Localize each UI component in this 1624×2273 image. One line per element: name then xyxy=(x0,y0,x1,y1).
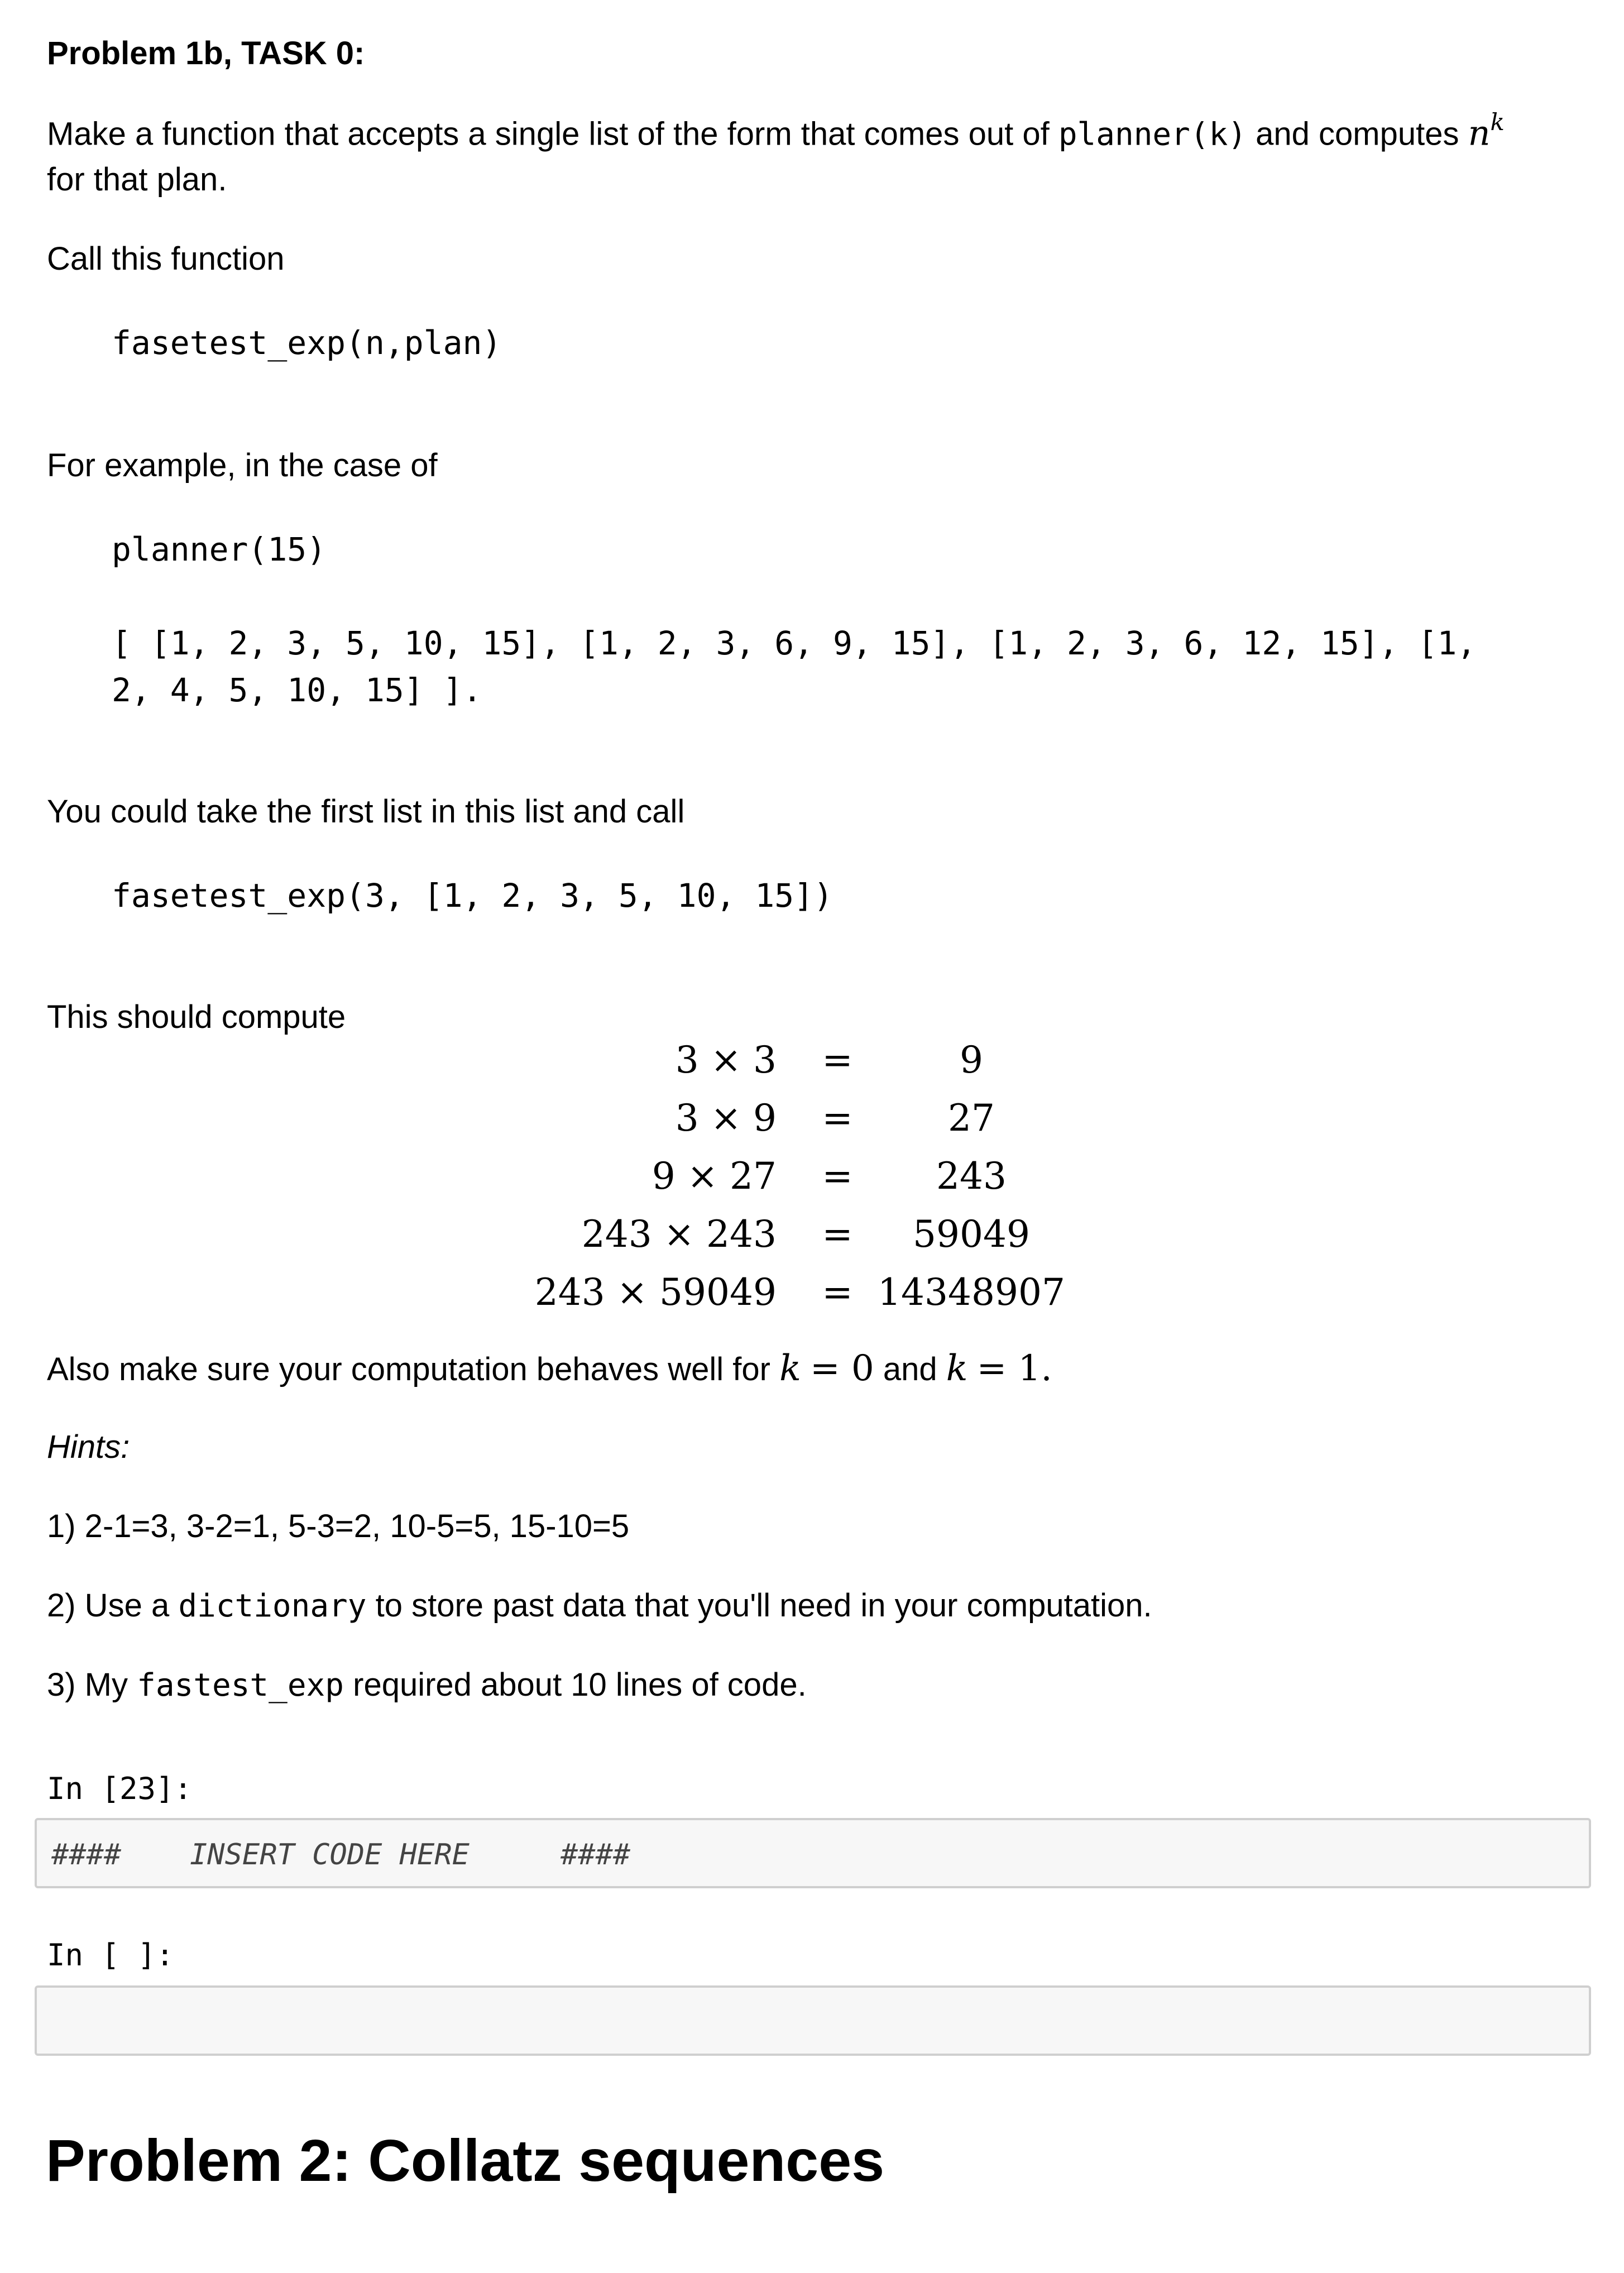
example-label: For example, in the case of xyxy=(47,447,438,484)
behaves-k2: k xyxy=(946,1348,968,1389)
take-label: You could take the first list in this list and call xyxy=(47,793,685,830)
call-label: Call this function xyxy=(47,241,285,277)
intro-line-2: for that plan. xyxy=(47,161,227,198)
equation-row xyxy=(0,1097,1624,1152)
intro-math-exp: k xyxy=(1490,108,1505,136)
cell-1-prompt: In [23]: xyxy=(47,1771,193,1806)
behaves-eq2: = 1. xyxy=(976,1348,1052,1389)
hint-2-text-2: to store past data that you'll need in your computation. xyxy=(375,1587,1152,1624)
equation-lhs: 3 × 9 xyxy=(675,1097,777,1140)
behaves-eq1: = 0 xyxy=(810,1348,874,1389)
cell-1-comment-text: INSERT CODE HERE xyxy=(190,1838,470,1872)
behaves-k1: k xyxy=(779,1348,801,1389)
equation-rhs: 243 xyxy=(936,1155,1007,1198)
equation-sign: = xyxy=(822,1039,853,1082)
hints-label: Hints: xyxy=(47,1429,130,1465)
hint-3 xyxy=(47,1666,807,1703)
intro-text-1: Make a function that accepts a single list of the form that comes out of xyxy=(47,116,1050,152)
equation-lhs: 243 × 59049 xyxy=(534,1271,777,1314)
cell-2-prompt: In [ ]: xyxy=(47,1937,174,1973)
equation-row xyxy=(0,1213,1624,1269)
equation-sign: = xyxy=(822,1155,853,1198)
equation-row xyxy=(0,1271,1624,1327)
hint-1: 1) 2-1=3, 3-2=1, 5-3=2, 10-5=5, 15-10=5 xyxy=(47,1508,630,1544)
hint-2-code: dictionary xyxy=(178,1588,367,1624)
equation-sign: = xyxy=(822,1097,853,1140)
equation-rhs: 59049 xyxy=(913,1213,1030,1256)
equation-sign: = xyxy=(822,1213,853,1256)
equation-sign: = xyxy=(822,1271,853,1314)
example-code: planner(15) xyxy=(112,530,327,568)
hint-2 xyxy=(47,1587,1152,1624)
code-cell-2[interactable] xyxy=(35,1985,1591,2056)
behaves-and: and xyxy=(883,1351,937,1387)
equation-rhs: 14348907 xyxy=(878,1271,1065,1314)
behaves-line xyxy=(47,1348,1052,1389)
next-section-heading: Problem 2: Collatz sequences xyxy=(46,2128,885,2194)
hint-3-text-1: 3) My xyxy=(47,1667,128,1703)
equation-lhs: 3 × 3 xyxy=(675,1039,777,1082)
code-cell-1[interactable] xyxy=(35,1818,1591,1888)
example-output-line-1: [ [1, 2, 3, 5, 10, 15], [1, 2, 3, 6, 9, 15], [1, 2, 3, 6, 12, 15], [1, xyxy=(112,624,1477,662)
intro-text-2: and computes xyxy=(1256,116,1459,152)
hint-3-text-2: required about 10 lines of code. xyxy=(353,1667,807,1703)
equation-rhs: 9 xyxy=(960,1039,983,1082)
call-code: fasetest_exp(n,plan) xyxy=(112,324,502,362)
intro-code: planner(k) xyxy=(1058,116,1247,153)
take-code: fasetest_exp(3, [1, 2, 3, 5, 10, 15]) xyxy=(112,877,833,915)
task-heading: Problem 1b, TASK 0: xyxy=(47,35,365,71)
equation-row xyxy=(0,1039,1624,1094)
cell-1-comment-hashes-left: #### xyxy=(51,1838,122,1872)
compute-label: This should compute xyxy=(47,999,346,1035)
hint-2-text-1: 2) Use a xyxy=(47,1587,170,1624)
intro-line xyxy=(47,108,1505,154)
cell-1-comment-hashes-right: #### xyxy=(561,1838,631,1872)
intro-math-base: n xyxy=(1468,112,1491,154)
example-output-line-2: 2, 4, 5, 10, 15] ]. xyxy=(112,671,482,709)
hint-3-code: fastest_exp xyxy=(137,1667,344,1703)
behaves-text: Also make sure your computation behaves well for xyxy=(47,1351,770,1387)
equation-lhs: 9 × 27 xyxy=(651,1155,777,1198)
equation-rhs: 27 xyxy=(948,1097,995,1140)
equation-row xyxy=(0,1155,1624,1210)
equation-lhs: 243 × 243 xyxy=(581,1213,777,1256)
